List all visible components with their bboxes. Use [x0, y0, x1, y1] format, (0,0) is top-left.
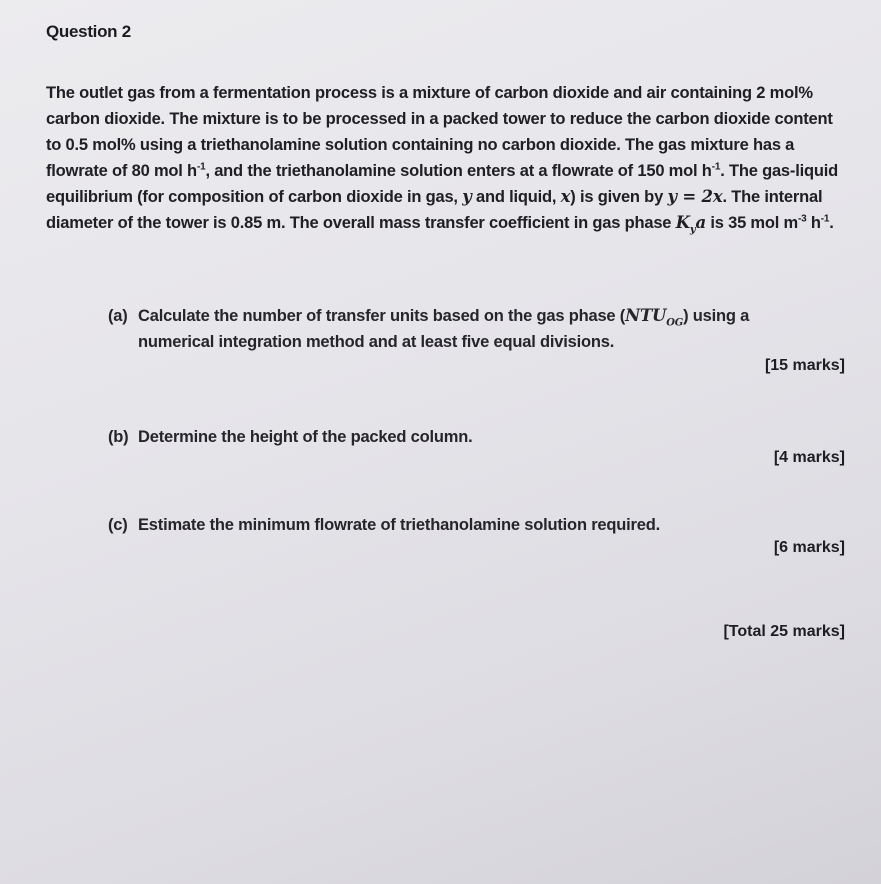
- part-c: [108, 512, 828, 538]
- coef-a: a: [695, 213, 706, 232]
- part-a-text-2: ) using a: [683, 307, 750, 325]
- intro-text-4: and liquid,: [471, 188, 561, 206]
- intro-sup-4: -1: [820, 213, 830, 225]
- intro-text-8: h: [806, 214, 821, 232]
- coef-k: K: [675, 213, 690, 232]
- var-y: y: [462, 187, 472, 206]
- intro-text-3: . The gas-liquid equilibrium (for composition of carbon dioxide in gas,: [46, 162, 838, 206]
- total-marks: [Total 25 marks]: [723, 623, 845, 640]
- part-c-label: (c): [108, 516, 128, 534]
- intro-text-9: .: [829, 214, 834, 232]
- intro-text-1: The outlet gas from a fermentation process is a mixture of carbon dioxide and air containing 2 mol% carbon dioxide. The mixture is to be processed in a packed tower to reduce the carbon dioxide content to 0.5 mol% using a triethanolamine solution containing no carbon dioxide. The gas mixture has a flowrate of 80 mol h: [46, 84, 833, 180]
- part-b-label: (b): [108, 428, 129, 446]
- question-intro: [46, 80, 846, 236]
- part-b-marks: [4 marks]: [773, 449, 845, 466]
- equilibrium-equation: y = 2x: [667, 187, 723, 206]
- intro-text-7: is 35 mol m: [705, 214, 799, 232]
- intro-sup-1: -1: [196, 161, 206, 173]
- part-b-text: Determine the height of the packed column.: [138, 428, 473, 446]
- part-a-text-1: Calculate the number of transfer units based on the gas phase (: [138, 307, 626, 325]
- part-b: [108, 424, 828, 450]
- ntu-symbol: NTU: [625, 306, 667, 325]
- coef-k-sub: y: [689, 224, 696, 236]
- part-a: [108, 303, 828, 355]
- part-c-text: Estimate the minimum flowrate of triethanolamine solution required.: [138, 516, 661, 534]
- var-x: x: [560, 187, 571, 206]
- intro-text-2: , and the triethanolamine solution enters at a flowrate of 150 mol h: [205, 162, 712, 180]
- part-a-label: (a): [108, 307, 128, 325]
- part-c-marks: [6 marks]: [773, 539, 845, 556]
- intro-sup-2: -1: [711, 161, 721, 173]
- part-a-text-3: numerical integration method and at least five equal divisions.: [138, 333, 615, 351]
- part-a-marks: [15 marks]: [764, 357, 845, 374]
- intro-text-6: . The internal diameter of the tower is 0.85 m. The overall mass transfer coefficient in gas phase: [46, 188, 823, 232]
- intro-text-5: ) is given by: [570, 188, 668, 206]
- question-title: Question 2: [46, 22, 131, 41]
- intro-sup-3: -3: [798, 213, 807, 225]
- ntu-subscript: OG: [666, 317, 684, 329]
